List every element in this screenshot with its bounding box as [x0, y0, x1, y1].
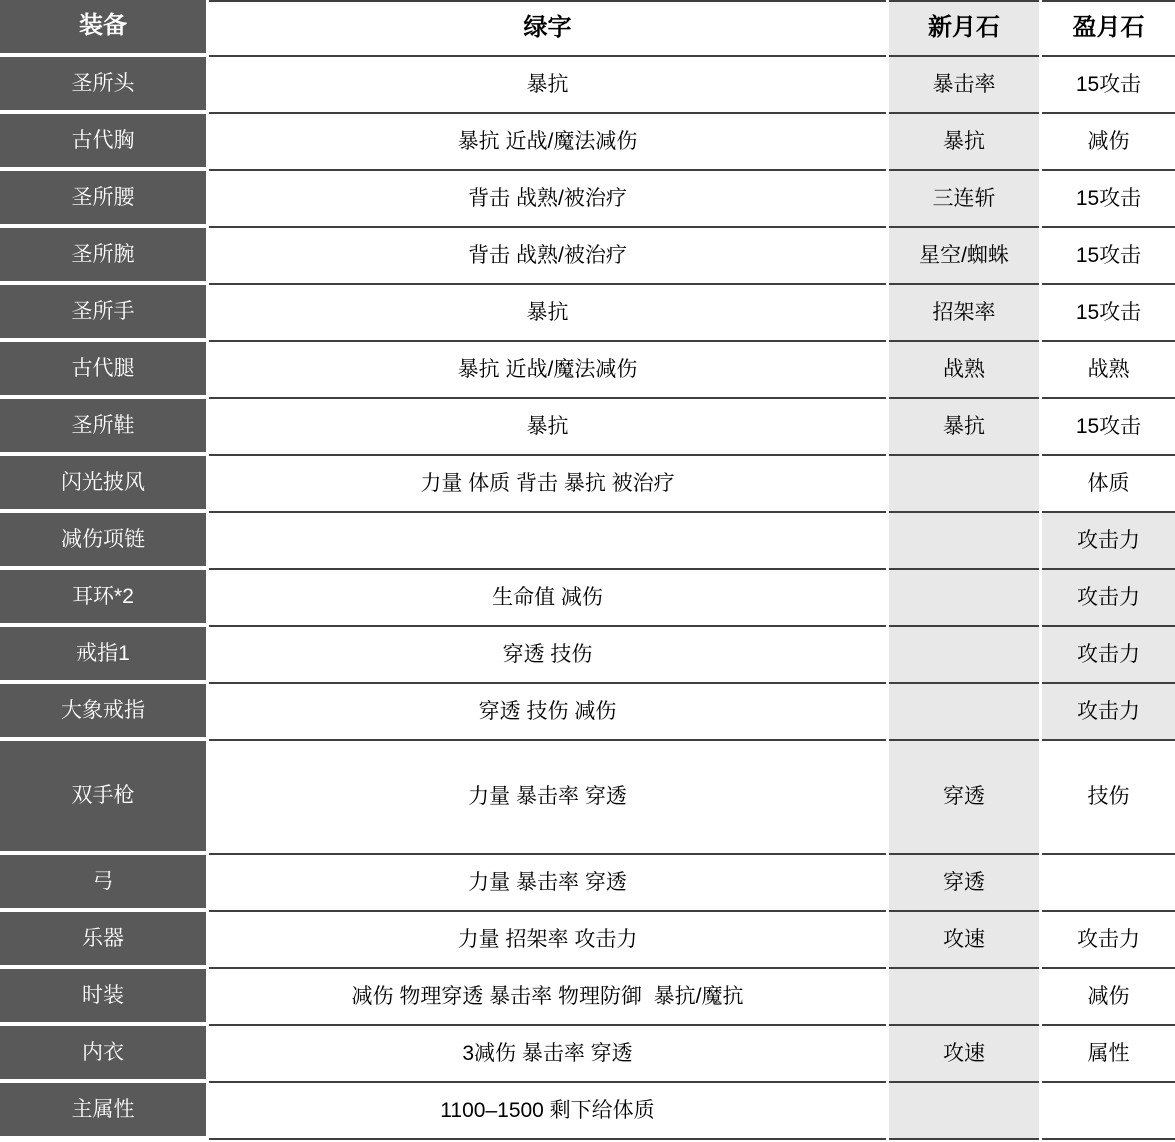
crescent-stone-cell: 招架率: [889, 285, 1039, 342]
full-moon-stone-cell: 15攻击: [1042, 171, 1175, 228]
crescent-stone-cell: 三连斩: [889, 171, 1039, 228]
green-stats-cell: 暴抗: [209, 399, 886, 456]
equipment-name-cell: 时装: [0, 969, 206, 1026]
full-moon-stone-cell: 技伤: [1042, 741, 1175, 855]
table-row: [0, 285, 1175, 342]
table-row: [0, 342, 1175, 399]
full-moon-stone-cell: 15攻击: [1042, 57, 1175, 114]
full-moon-stone-cell: [1042, 855, 1175, 912]
equipment-name-cell: 圣所腰: [0, 171, 206, 228]
table-row: [0, 171, 1175, 228]
table-row: [0, 969, 1175, 1026]
green-stats-cell: 力量 招架率 攻击力: [209, 912, 886, 969]
crescent-stone-cell: 穿透: [889, 741, 1039, 855]
full-moon-stone-cell: 减伤: [1042, 969, 1175, 1026]
green-stats-cell: [209, 513, 886, 570]
table-row: [0, 741, 1175, 855]
full-moon-stone-cell: 攻击力: [1042, 513, 1175, 570]
full-moon-stone-cell: 15攻击: [1042, 399, 1175, 456]
crescent-stone-cell: 暴击率: [889, 57, 1039, 114]
table-row: [0, 228, 1175, 285]
equipment-name-cell: 圣所手: [0, 285, 206, 342]
green-stats-cell: 暴抗: [209, 285, 886, 342]
table-row: [0, 684, 1175, 741]
full-moon-stone-cell: 15攻击: [1042, 285, 1175, 342]
green-stats-cell: 力量 暴击率 穿透: [209, 741, 886, 855]
full-moon-stone-cell: 攻击力: [1042, 570, 1175, 627]
crescent-stone-cell: 暴抗: [889, 114, 1039, 171]
green-stats-cell: 减伤 物理穿透 暴击率 物理防御 暴抗/魔抗: [209, 969, 886, 1026]
crescent-stone-cell: [889, 513, 1039, 570]
crescent-stone-cell: 穿透: [889, 855, 1039, 912]
crescent-stone-cell: 星空/蜘蛛: [889, 228, 1039, 285]
green-stats-cell: 穿透 技伤: [209, 627, 886, 684]
table-row: [0, 570, 1175, 627]
table-row: [0, 57, 1175, 114]
full-moon-stone-cell: 攻击力: [1042, 684, 1175, 741]
table-row: [0, 1083, 1175, 1140]
crescent-stone-cell: [889, 969, 1039, 1026]
full-moon-stone-cell: 15攻击: [1042, 228, 1175, 285]
full-moon-stone-cell: [1042, 1083, 1175, 1140]
crescent-stone-cell: 攻速: [889, 912, 1039, 969]
full-moon-stone-cell: 攻击力: [1042, 627, 1175, 684]
green-stats-cell: 暴抗: [209, 57, 886, 114]
equipment-name-cell: 耳环*2: [0, 570, 206, 627]
full-moon-stone-cell: 减伤: [1042, 114, 1175, 171]
table-row: [0, 855, 1175, 912]
equipment-name-cell: 弓: [0, 855, 206, 912]
equipment-name-cell: 圣所腕: [0, 228, 206, 285]
green-stats-cell: 背击 战熟/被治疗: [209, 171, 886, 228]
green-stats-cell: 生命值 减伤: [209, 570, 886, 627]
green-stats-cell: 暴抗 近战/魔法减伤: [209, 342, 886, 399]
header-crescent-stone: 新月石: [889, 0, 1039, 57]
crescent-stone-cell: [889, 1083, 1039, 1140]
equipment-name-cell: 双手枪: [0, 741, 206, 855]
equipment-name-cell: 减伤项链: [0, 513, 206, 570]
crescent-stone-cell: 战熟: [889, 342, 1039, 399]
full-moon-stone-cell: 属性: [1042, 1026, 1175, 1083]
crescent-stone-cell: [889, 456, 1039, 513]
green-stats-cell: 暴抗 近战/魔法减伤: [209, 114, 886, 171]
header-equipment: 装备: [0, 0, 206, 57]
table-row: [0, 912, 1175, 969]
equipment-name-cell: 古代胸: [0, 114, 206, 171]
equipment-name-cell: 内衣: [0, 1026, 206, 1083]
green-stats-cell: 背击 战熟/被治疗: [209, 228, 886, 285]
header-row: [0, 0, 1175, 57]
green-stats-cell: 力量 暴击率 穿透: [209, 855, 886, 912]
equipment-name-cell: 圣所头: [0, 57, 206, 114]
crescent-stone-cell: [889, 627, 1039, 684]
green-stats-cell: 1100–1500 剩下给体质: [209, 1083, 886, 1140]
equipment-name-cell: 古代腿: [0, 342, 206, 399]
crescent-stone-cell: [889, 570, 1039, 627]
equipment-name-cell: 闪光披风: [0, 456, 206, 513]
equipment-name-cell: 大象戒指: [0, 684, 206, 741]
crescent-stone-cell: 攻速: [889, 1026, 1039, 1083]
green-stats-cell: 力量 体质 背击 暴抗 被治疗: [209, 456, 886, 513]
equipment-name-cell: 圣所鞋: [0, 399, 206, 456]
table-row: [0, 456, 1175, 513]
header-full-moon-stone: 盈月石: [1042, 0, 1175, 57]
table-row: [0, 627, 1175, 684]
full-moon-stone-cell: 战熟: [1042, 342, 1175, 399]
full-moon-stone-cell: 体质: [1042, 456, 1175, 513]
table-row: [0, 513, 1175, 570]
crescent-stone-cell: 暴抗: [889, 399, 1039, 456]
table-row: [0, 399, 1175, 456]
equipment-name-cell: 戒指1: [0, 627, 206, 684]
green-stats-cell: 3减伤 暴击率 穿透: [209, 1026, 886, 1083]
equipment-table-body: [0, 57, 1175, 1140]
crescent-stone-cell: [889, 684, 1039, 741]
equipment-name-cell: 主属性: [0, 1083, 206, 1140]
green-stats-cell: 穿透 技伤 减伤: [209, 684, 886, 741]
full-moon-stone-cell: 攻击力: [1042, 912, 1175, 969]
table-row: [0, 1026, 1175, 1083]
table-row: [0, 114, 1175, 171]
header-green-stats: 绿字: [209, 0, 886, 57]
equipment-name-cell: 乐器: [0, 912, 206, 969]
